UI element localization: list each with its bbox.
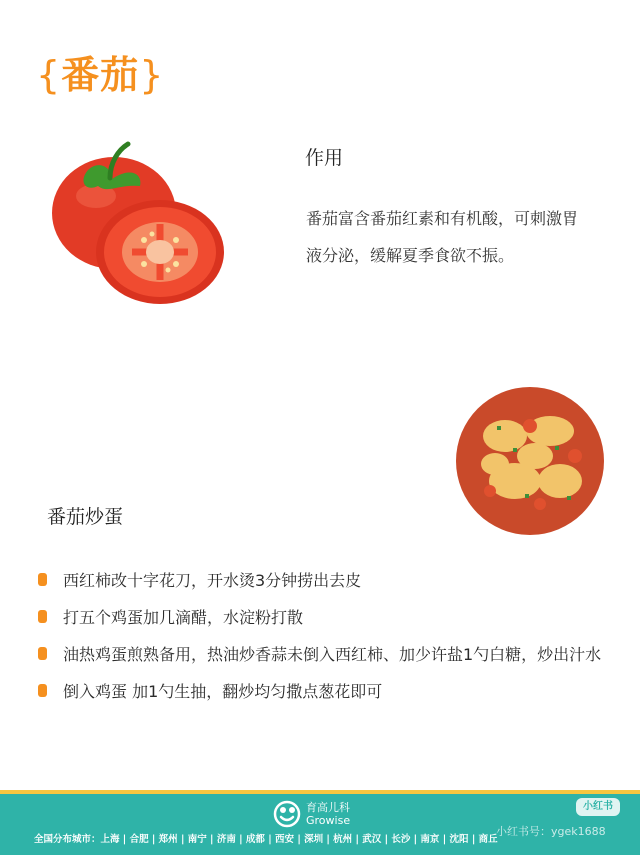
recipe-step xyxy=(36,599,626,636)
bullet-icon xyxy=(38,684,47,697)
recipe-step-text: 打五个鸡蛋加几滴醋，水淀粉打散 xyxy=(63,608,304,627)
recipe-step-text: 倒入鸡蛋 加1勺生抽，翻炒均匀撒点葱花即可 xyxy=(63,682,383,701)
tomato-egg-dish-photo xyxy=(455,386,605,536)
footer xyxy=(0,790,640,855)
recipe-steps xyxy=(36,562,626,710)
bullet-icon xyxy=(38,610,47,623)
page-title xyxy=(36,44,164,99)
recipe-label: 番茄炒蛋 xyxy=(42,503,128,531)
xiaohongshu-badge: 小红书 xyxy=(576,798,620,816)
effect-description: 番茄富含番茄红素和有机酸，可刺激胃液分泌，缓解夏季食欲不振。 xyxy=(306,209,579,265)
tomato-illustration xyxy=(48,138,228,308)
recipe-step xyxy=(36,636,626,673)
title-close-brace: } xyxy=(139,53,165,97)
brand-name-en: Growise xyxy=(306,813,351,827)
recipe-step xyxy=(36,562,626,599)
watermark: 小红书号：ygek1688 xyxy=(496,825,606,838)
effect-label: 作用 xyxy=(300,144,348,172)
bullet-icon xyxy=(38,573,47,586)
brand-name-cn: 育高儿科 xyxy=(306,800,350,814)
brand xyxy=(272,800,350,828)
recipe-step-text: 西红柿改十字花刀，开水烫3分钟捞出去皮 xyxy=(63,571,362,590)
recipe-step xyxy=(36,673,626,710)
bullet-icon xyxy=(38,647,47,660)
recipe-step-text: 油热鸡蛋煎熟备用，热油炒香蒜未倒入西红柿、加少许盐1勺白糖，炒出汁水 xyxy=(63,645,602,664)
title-open-brace: { xyxy=(36,53,62,97)
city-list: 全国分布城市：上海 | 合肥 | 郑州 | 南宁 | 济南 | 成都 | 西安 | 深圳 | 杭州 | 武汉 | 长沙 | 南京 | 沈阳 | 商丘 xyxy=(34,834,498,845)
title-text: 番茄 xyxy=(61,53,140,97)
footer-stripe xyxy=(0,790,640,794)
brand-logo-icon xyxy=(272,800,302,828)
